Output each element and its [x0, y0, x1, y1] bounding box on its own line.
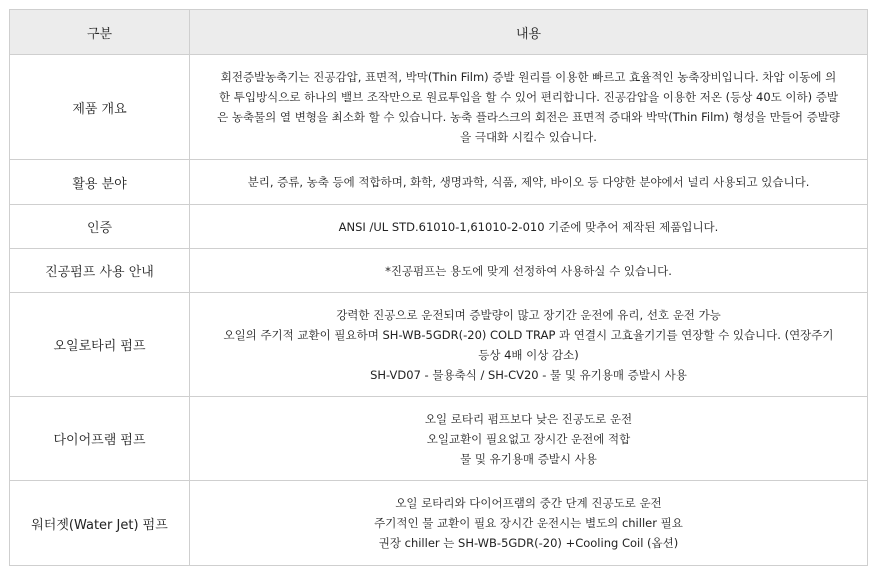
spec-table [9, 9, 868, 566]
row-label: 인증 [10, 205, 190, 249]
content-line: 분리, 증류, 농축 등에 적합하며, 화학, 생명과학, 식품, 제약, 바이오 등 다양한 분야에서 널리 사용되고 있습니다. [247, 175, 810, 189]
table-header [10, 10, 868, 55]
table-row-diaphragm-pump [10, 397, 868, 481]
row-label: 오일로타리 펌프 [10, 293, 190, 397]
content-line: 물 및 유기용매 증발시 사용 [460, 451, 597, 466]
row-content [190, 205, 868, 249]
content-line: 권장 chiller 는 SH-WB-5GDR(-20) +Cooling Coil (옵션) [378, 536, 679, 550]
content-line: 을 극대화 시킬수 있습니다. [460, 130, 597, 144]
row-content [190, 293, 868, 397]
content-line: 강력한 진공으로 운전되며 증발량이 많고 장기간 운전에 유리, 선호 운전 가능 [336, 307, 721, 322]
content-line: 회전증발농축기는 진공감압, 표면적, 박막(Thin Film) 증발 원리를 이용한 빠르고 효율적인 농축장비입니다. 차압 이동에 의 [220, 70, 837, 84]
header-category: 구분 [10, 10, 190, 55]
row-label: 제품 개요 [10, 55, 190, 160]
content-line: 등상 4배 이상 감소) [478, 347, 579, 362]
row-content [190, 249, 868, 293]
content-line: 은 농축물의 열 변형을 최소화 할 수 있습니다. 농축 플라스크의 회전은 표면적 증대와 박막(Thin Film) 형성을 만들어 증발량 [217, 110, 840, 124]
content-line: 오일의 주기적 교환이 필요하며 SH-WB-5GDR(-20) COLD TRAP 과 연결시 고효율기기를 연장할 수 있습니다. (연장주기 [223, 327, 834, 342]
content-line: 오일 로타리 펌프보다 낮은 진공도로 운전 [424, 411, 633, 426]
row-content [190, 160, 868, 205]
content-line: 한 투입방식으로 하나의 밸브 조작만으로 원료투입을 할 수 있어 편리합니다. 진공감압을 이용한 저온 (등상 40도 이하) 증발 [219, 90, 838, 104]
table-row-overview [10, 55, 868, 160]
table-row-water-jet-pump [10, 481, 868, 566]
content-line: 오일 로타리와 다이어프램의 중간 단계 진공도로 운전 [395, 496, 662, 510]
content-line: SH-VD07 - 물용축식 / SH-CV20 - 물 및 유기용매 증발시 사용 [370, 367, 687, 382]
table-row-usage [10, 160, 868, 205]
row-label: 워터젯(Water Jet) 펌프 [10, 481, 190, 566]
row-content [190, 397, 868, 481]
content-line: 주기적인 물 교환이 필요 장시간 운전시는 별도의 chiller 필요 [374, 516, 683, 530]
header-content: 내용 [190, 10, 868, 55]
table-row-certification [10, 205, 868, 249]
content-line: ANSI /UL STD.61010-1,61010-2-010 기준에 맞추어 제작된 제품입니다. [338, 219, 719, 234]
row-label: 다이어프램 펌프 [10, 397, 190, 481]
table-body [10, 55, 868, 566]
row-label: 진공펌프 사용 안내 [10, 249, 190, 293]
row-content [190, 481, 868, 566]
table-row-oil-rotary-pump [10, 293, 868, 397]
header-row [10, 10, 868, 55]
row-label: 활용 분야 [10, 160, 190, 205]
content-line: 오일교환이 필요없고 장시간 운전에 적합 [426, 431, 631, 446]
row-content [190, 55, 868, 160]
table-row-pump-guide [10, 249, 868, 293]
content-line: *진공펌프는 용도에 맞게 선정하여 사용하실 수 있습니다. [385, 263, 672, 278]
